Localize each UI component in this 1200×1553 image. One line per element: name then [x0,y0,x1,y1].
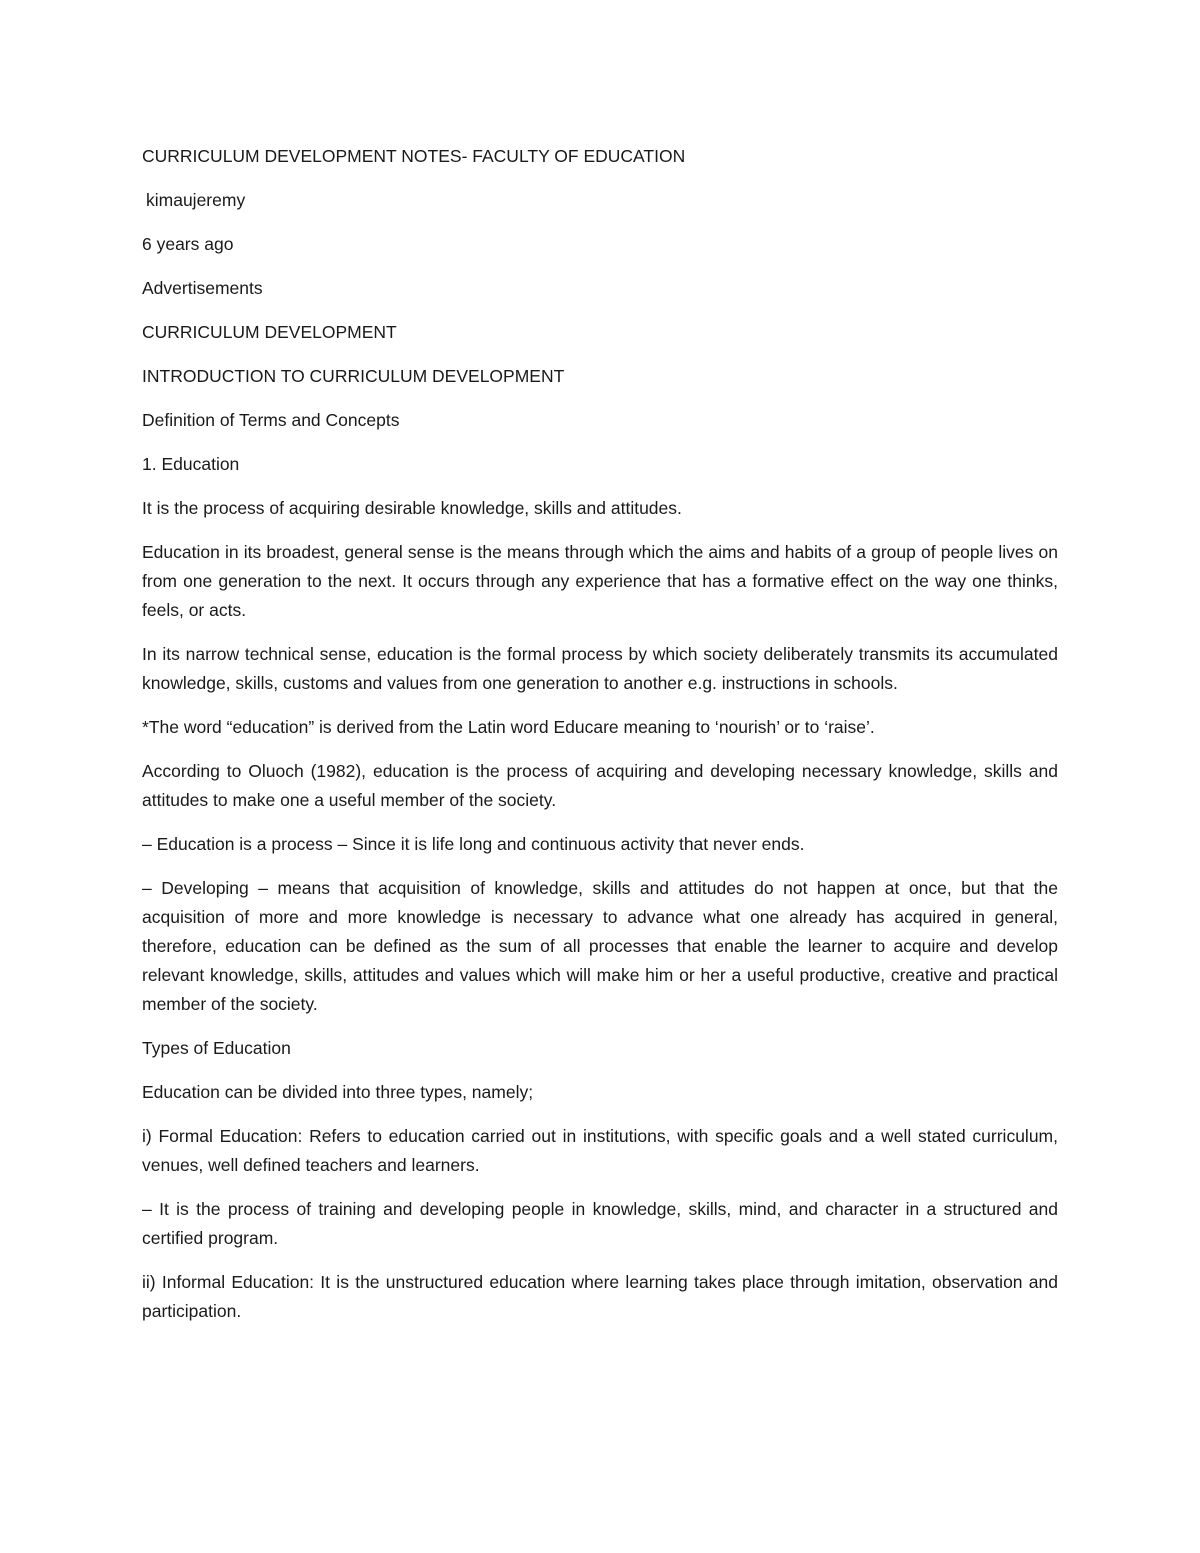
paragraph-latin-origin: *The word “education” is derived from the Latin word Educare meaning to ‘nourish’ or to ‘raise’. [142,717,875,737]
education-heading: 1. Education [142,454,240,474]
formal-education-detail: – It is the process of training and developing people in knowledge, skills, mind, and character in a structured and certified program. [142,1199,1058,1248]
definitions-heading: Definition of Terms and Concepts [142,410,400,430]
paragraph-developing: – Developing – means that acquisition of knowledge, skills and attitudes do not happen at once, but that the acquisition of more and more knowledge is necessary to advance what one already has acquired in general, therefore, education can be defined as the sum of all processes that enable the learner to acquire and develop relevant knowledge, skills, attitudes and values which will make him or her a useful productive, creative and practical member of the society. [142,878,1058,1014]
advertisements-label: Advertisements [142,278,263,298]
main-heading: CURRICULUM DEVELOPMENT [142,322,397,342]
paragraph-oluoch: According to Oluoch (1982), education is the process of acquiring and developing necessary knowledge, skills and attitudes to make one a useful member of the society. [142,761,1058,810]
document-title: CURRICULUM DEVELOPMENT NOTES- FACULTY OF EDUCATION [142,146,686,166]
informal-education-paragraph: ii) Informal Education: It is the unstructured education where learning takes place through imitation, observation and participation. [142,1272,1058,1321]
formal-education-paragraph: i) Formal Education: Refers to education carried out in institutions, with specific goals and a well stated curriculum, venues, well defined teachers and learners. [142,1126,1058,1175]
post-date: 6 years ago [142,234,234,254]
types-intro: Education can be divided into three types, namely; [142,1082,534,1102]
paragraph-broad-sense: Education in its broadest, general sense is the means through which the aims and habits of a group of people lives on from one generation to the next. It occurs through any experience that has a formative effect on the way one thinks, feels, or acts. [142,542,1058,620]
paragraph-narrow-sense: In its narrow technical sense, education is the formal process by which society deliberately transmits its accumulated knowledge, skills, customs and values from one generation to another e.g. instructions in schools. [142,644,1058,693]
author-name: kimaujeremy [146,190,246,210]
paragraph-definition: It is the process of acquiring desirable knowledge, skills and attitudes. [142,498,682,518]
types-heading: Types of Education [142,1038,291,1058]
paragraph-process: – Education is a process – Since it is life long and continuous activity that never ends. [142,834,805,854]
intro-heading: INTRODUCTION TO CURRICULUM DEVELOPMENT [142,366,565,386]
